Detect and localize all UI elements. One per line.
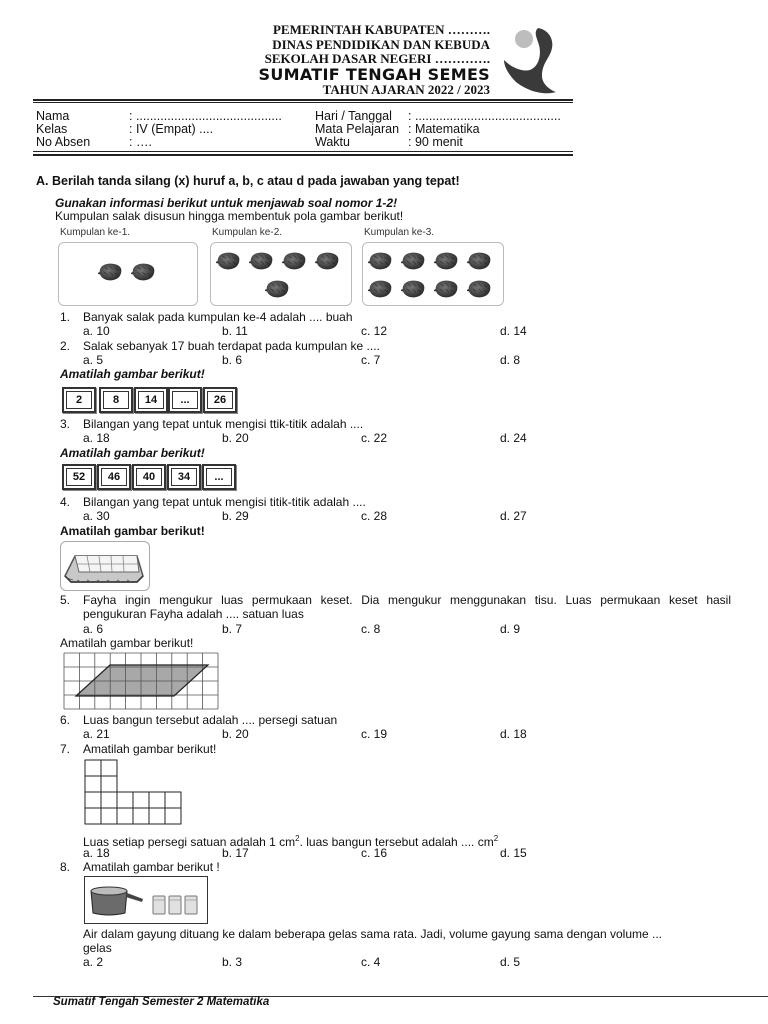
kumpulan-1-box xyxy=(58,242,198,306)
section-a-instruction: A. Berilah tanda silang (x) huruf a, b, c atau d pada jawaban yang tepat! xyxy=(36,174,460,188)
q5-option-d[interactable]: d. 9 xyxy=(500,622,521,636)
q7-option-b[interactable]: b. 17 xyxy=(222,846,249,860)
q7-text-line2: Luas setiap persegi satuan adalah 1 $cm^2$. luas bangun tersebut adalah .... $cm^2$ xyxy=(83,834,499,849)
q1-option-b[interactable]: b. 11 xyxy=(222,324,248,338)
mapel-value: : Matematika xyxy=(408,122,480,136)
q1-option-c[interactable]: c. 12 xyxy=(361,324,388,338)
q3-text: Bilangan yang tepat untuk mengisi ttik-titik adalah .... xyxy=(83,417,364,431)
q8-text-line3: gelas xyxy=(83,941,112,955)
q4-option-d[interactable]: d. 27 xyxy=(500,509,527,523)
header-line1: PEMERINTAH KABUPATEN ………. xyxy=(272,22,490,37)
school-logo-icon xyxy=(498,24,560,96)
q8-number: 8. xyxy=(60,860,71,874)
unit-square xyxy=(85,760,101,776)
salak-icon xyxy=(265,279,290,299)
q6-number: 6. xyxy=(60,713,71,727)
salak-icon xyxy=(216,251,241,271)
q7-option-a[interactable]: a. 18 xyxy=(83,846,110,860)
salak-icon xyxy=(401,251,426,271)
unit-square xyxy=(101,808,117,824)
salak-icon xyxy=(131,262,156,282)
q1-option-a[interactable]: a. 10 xyxy=(83,324,110,338)
amatilah-heading: Amatilah gambar berikut! xyxy=(60,446,205,460)
q5-text-line1: Fayha ingin mengukur luas permukaan keset. Dia mengukur menggunakan tisu. Luas permukaan keset hasil xyxy=(83,593,731,607)
q1-number: 1. xyxy=(60,310,71,324)
sequence-box: 40 xyxy=(132,464,166,490)
absen-label: No Absen xyxy=(36,135,91,149)
q5-option-a[interactable]: a. 6 xyxy=(83,622,104,636)
staircase-squares-figure xyxy=(84,759,184,829)
nama-label: Nama xyxy=(36,109,70,123)
salak-icon xyxy=(282,251,307,271)
unit-square xyxy=(101,760,117,776)
q2-option-c[interactable]: c. 7 xyxy=(361,353,381,367)
q4-option-b[interactable]: b. 29 xyxy=(222,509,249,523)
amatilah-heading: Amatilah gambar berikut! xyxy=(60,367,205,381)
parallelogram-grid xyxy=(63,652,221,710)
q8-option-b[interactable]: b. 3 xyxy=(222,955,243,969)
q6-text: Luas bangun tersebut adalah .... persegi satuan xyxy=(83,713,338,727)
unit-square xyxy=(165,792,181,808)
unit-square xyxy=(85,776,101,792)
sequence-box: 2 xyxy=(62,387,96,413)
q6-option-d[interactable]: d. 18 xyxy=(500,727,527,741)
gayung-gelas-image xyxy=(84,876,208,924)
q1-option-d[interactable]: d. 14 xyxy=(500,324,527,338)
salak-icon xyxy=(434,279,459,299)
salak-intro: Kumpulan salak disusun hingga membentuk pola gambar berikut! xyxy=(55,209,404,223)
waktu-value: : 90 menit xyxy=(408,135,463,149)
q8-text-line2: Air dalam gayung dituang ke dalam beberapa gelas sama rata. Jadi, volume gayung sama dengan volume ... xyxy=(83,927,663,941)
hari-label: Hari / Tanggal xyxy=(315,109,392,123)
q3-option-a[interactable]: a. 18 xyxy=(83,431,110,445)
q3-number: 3. xyxy=(60,417,71,431)
salak-icon xyxy=(401,279,426,299)
q6-option-b[interactable]: b. 20 xyxy=(222,727,249,741)
salak-icon xyxy=(467,279,492,299)
sequence-box: 26 xyxy=(203,387,237,413)
unit-square xyxy=(117,792,133,808)
sequence-box: ... xyxy=(168,387,202,413)
q8-option-a[interactable]: a. 2 xyxy=(83,955,104,969)
salak-icon xyxy=(368,251,393,271)
q8-option-c[interactable]: c. 4 xyxy=(361,955,381,969)
info-1-2: Gunakan informasi berikut untuk menjawab soal nomor 1-2! xyxy=(55,196,398,210)
q1-text: Banyak salak pada kumpulan ke-4 adalah .... buah xyxy=(83,310,353,324)
q4-number: 4. xyxy=(60,495,71,509)
salak-icon xyxy=(315,251,340,271)
unit-square xyxy=(133,792,149,808)
salak-icon xyxy=(467,251,492,271)
mapel-label: Mata Pelajaran xyxy=(315,122,400,136)
q5-text-line2: pengukuran Fayha adalah .... satuan luas xyxy=(83,607,304,621)
sequence-box: ... xyxy=(202,464,236,490)
unit-square xyxy=(85,792,101,808)
sequence-box: 52 xyxy=(62,464,96,490)
amatilah-heading: Amatilah gambar berikut! xyxy=(60,636,194,650)
salak-icon xyxy=(249,251,274,271)
unit-square xyxy=(101,792,117,808)
saucepan-icon xyxy=(91,887,143,915)
glass-icon xyxy=(153,896,197,914)
q6-option-a[interactable]: a. 21 xyxy=(83,727,110,741)
q4-text: Bilangan yang tepat untuk mengisi titik-titik adalah .... xyxy=(83,495,366,509)
sequence-box: 34 xyxy=(167,464,201,490)
q3-option-c[interactable]: c. 22 xyxy=(361,431,388,445)
kumpulan-3-label: Kumpulan ke-3. xyxy=(364,227,435,238)
exam-title: SUMATIF TENGAH SEMES xyxy=(258,65,490,84)
q5-option-b[interactable]: b. 7 xyxy=(222,622,243,636)
salak-icon xyxy=(98,262,123,282)
salak-icon xyxy=(368,279,393,299)
school-year: TAHUN AJARAN 2022 / 2023 xyxy=(322,82,490,97)
nama-value[interactable]: : .......................................... xyxy=(129,109,282,123)
unit-square xyxy=(149,792,165,808)
q6-option-c[interactable]: c. 19 xyxy=(361,727,388,741)
unit-square xyxy=(117,808,133,824)
footer-text: Sumatif Tengah Semester 2 Matematika xyxy=(53,996,270,1008)
absen-value[interactable]: : …. xyxy=(129,135,152,149)
header-line3: SEKOLAH DASAR NEGERI …………. xyxy=(264,51,490,66)
unit-square xyxy=(101,776,117,792)
q5-number: 5. xyxy=(60,593,71,607)
kumpulan-1-label: Kumpulan ke-1. xyxy=(60,227,131,238)
q8-option-d[interactable]: d. 5 xyxy=(500,955,521,969)
q2-text: Salak sebanyak 17 buah terdapat pada kumpulan ke .... xyxy=(83,339,380,353)
q2-option-a[interactable]: a. 5 xyxy=(83,353,104,367)
q7-text: Amatilah gambar berikut! xyxy=(83,742,217,756)
kelas-label: Kelas xyxy=(36,122,68,136)
sequence-box: 8 xyxy=(99,387,133,413)
q5-option-c[interactable]: c. 8 xyxy=(361,622,381,636)
unit-square xyxy=(165,808,181,824)
amatilah-heading: Amatilah gambar berikut! xyxy=(60,524,205,538)
q8-text: Amatilah gambar berikut ! xyxy=(83,860,220,874)
q7-option-c[interactable]: c. 16 xyxy=(361,846,388,860)
hari-value[interactable]: : .......................................... xyxy=(408,109,561,123)
unit-square xyxy=(133,808,149,824)
q3-option-b[interactable]: b. 20 xyxy=(222,431,249,445)
q2-number: 2. xyxy=(60,339,71,353)
q2-option-b[interactable]: b. 6 xyxy=(222,353,243,367)
q4-option-c[interactable]: c. 28 xyxy=(361,509,388,523)
q7-number: 7. xyxy=(60,742,71,756)
kumpulan-2-label: Kumpulan ke-2. xyxy=(212,227,283,238)
doormat-icon xyxy=(61,542,149,590)
unit-square xyxy=(149,808,165,824)
q2-option-d[interactable]: d. 8 xyxy=(500,353,521,367)
kelas-value: : IV (Empat) .... xyxy=(129,122,214,136)
sequence-box: 14 xyxy=(134,387,168,413)
header-line2: DINAS PENDIDIKAN DAN KEBUDA xyxy=(272,37,490,52)
q7-option-d[interactable]: d. 15 xyxy=(500,846,527,860)
keset-image-box xyxy=(60,541,150,591)
waktu-label: Waktu xyxy=(315,135,350,149)
sequence-box: 46 xyxy=(97,464,131,490)
salak-icon xyxy=(434,251,459,271)
unit-square xyxy=(85,808,101,824)
q4-option-a[interactable]: a. 30 xyxy=(83,509,110,523)
q3-option-d[interactable]: d. 24 xyxy=(500,431,527,445)
